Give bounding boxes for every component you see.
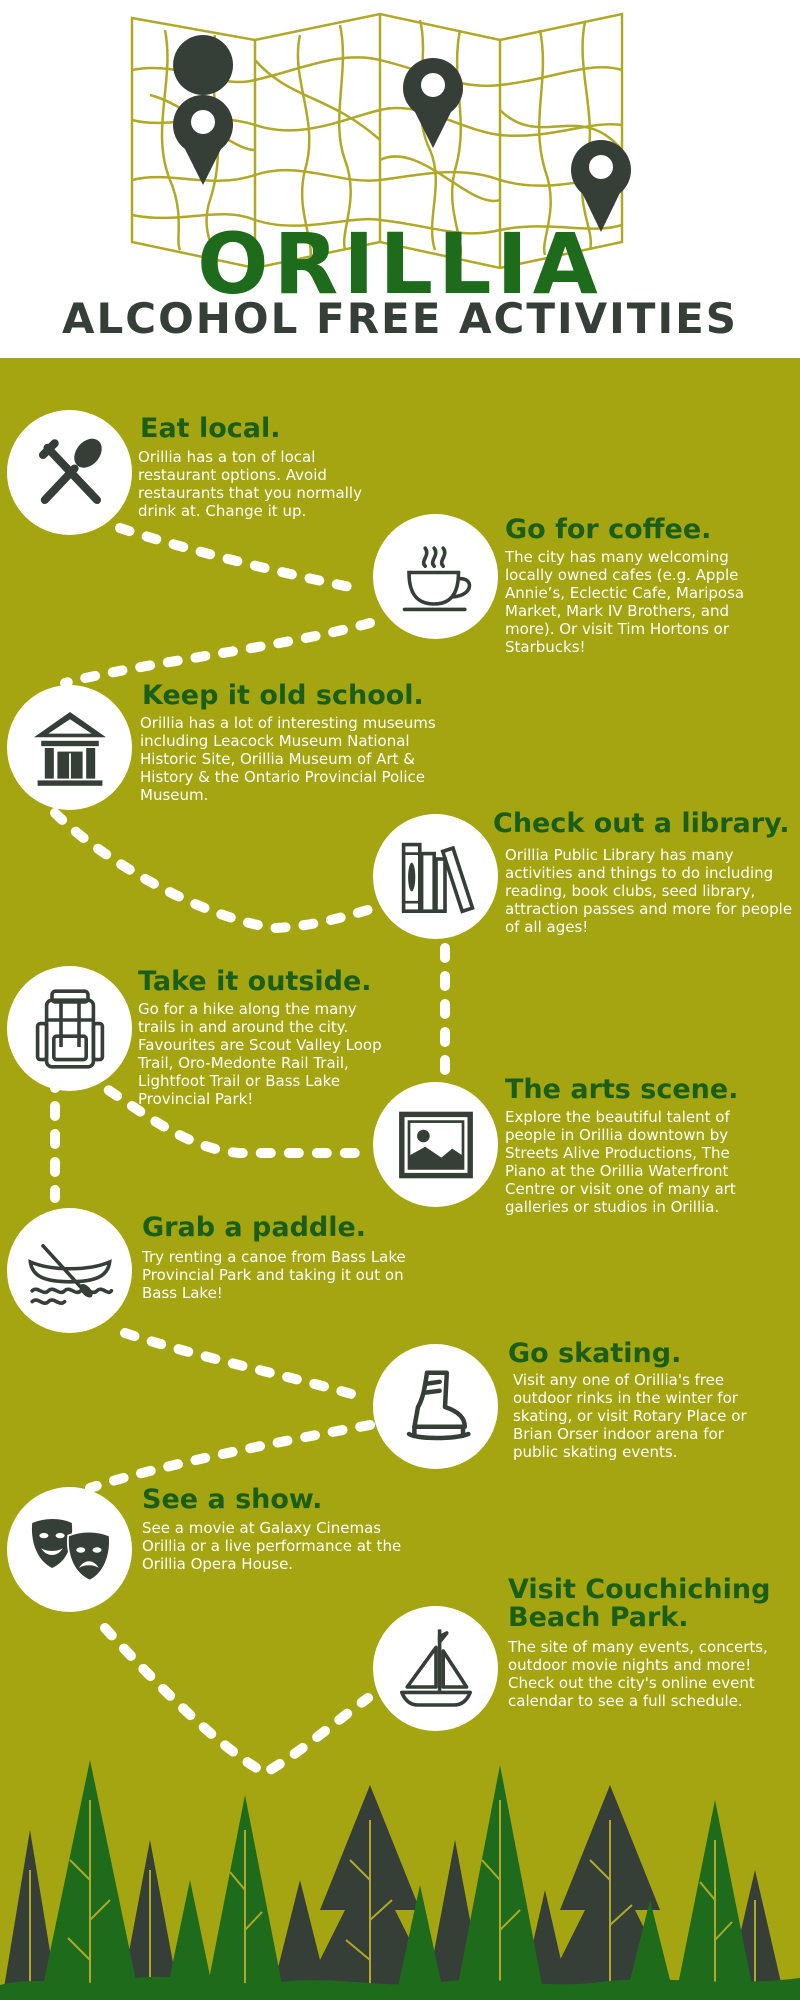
- activity-description: Go for a hike along the many trails in and around the city. Favourites are Scout Valley Loop Trail, Oro-Medonte Rail Trail, Lightfoot Trail or Bass Lake Provincial Park!: [138, 1000, 382, 1108]
- page-title: ORILLIA: [197, 215, 603, 313]
- museum-icon: [25, 703, 115, 793]
- activity-description: Orillia Public Library has many activities and things to do including reading, book clubs, seed library, attraction passes and more for people of all ages!: [505, 846, 793, 936]
- activity-description: Explore the beautiful talent of people in Orillia downtown by Streets Alive Productions, The Piano at the Orillia Waterfront Centre or visit one of many art galleries or studios in Orillia.: [505, 1108, 736, 1216]
- activity-icon-arts: [373, 1082, 498, 1207]
- activity-description: See a movie at Galaxy Cinemas Orillia or a live performance at the Orillia Opera House.: [142, 1519, 402, 1573]
- skate-icon: [391, 1362, 481, 1452]
- activity-title: Take it outside.: [138, 966, 372, 997]
- sailboat-icon: [391, 1624, 481, 1714]
- activity-description: The city has many welcoming locally owned cafes (e.g. Apple Annie’s, Eclectic Cafe, Mariposa Market, Mark IV Brothers, and more). Or visit Tim Hortons or Starbucks!: [505, 548, 745, 656]
- activity-icon-library: [373, 814, 498, 939]
- activity-title: Keep it old school.: [142, 680, 424, 711]
- activity-description: Visit any one of Orillia's free outdoor rinks in the winter for skating, or visit Rotary Place or Brian Orser indoor arena for public skating events.: [513, 1371, 747, 1461]
- page-subtitle: ALCOHOL FREE ACTIVITIES: [61, 294, 739, 343]
- activity-description: The site of many events, concerts, outdoor movie nights and more! Check out the city's online event calendar to see a full schedule.: [508, 1638, 768, 1710]
- activity-icon-show: [7, 1487, 132, 1612]
- books-icon: [391, 832, 481, 922]
- theater-masks-icon: [25, 1505, 115, 1595]
- activity-icon-paddle: [7, 1208, 132, 1333]
- activity-title: Visit Couchiching Beach Park.: [508, 1574, 771, 1634]
- activity-description: Orillia has a ton of local restaurant options. Avoid restaurants that you normally drink at. Change it up.: [138, 448, 362, 520]
- picture-icon: [391, 1100, 481, 1190]
- activity-description: Orillia has a lot of interesting museums including Leacock Museum National Historic Site, Orillia Museum of Art & History & the Ontario Provincial Police Museum.: [140, 714, 436, 804]
- activity-description: Try renting a canoe from Bass Lake Provincial Park and taking it out on Bass Lake!: [142, 1248, 406, 1302]
- activity-title: Check out a library.: [493, 808, 790, 839]
- activity-icon-coffee: [373, 514, 498, 639]
- forest-illustration: [0, 1760, 800, 2000]
- activity-icon-skating: [373, 1344, 498, 1469]
- activity-title: See a show.: [142, 1484, 323, 1515]
- canoe-icon: [25, 1226, 115, 1316]
- utensils-icon: [25, 428, 115, 518]
- activity-icon-beach: [373, 1606, 498, 1731]
- activity-title: Grab a paddle.: [142, 1212, 367, 1243]
- backpack-icon: [25, 984, 115, 1074]
- activity-icon-museum: [7, 685, 132, 810]
- activity-title: The arts scene.: [505, 1074, 739, 1105]
- header: [0, 0, 800, 358]
- activity-icon-outside: [7, 966, 132, 1091]
- activities-panel: [0, 358, 800, 2000]
- activity-icon-eat-local: [7, 410, 132, 535]
- coffee-cup-icon: [391, 532, 481, 622]
- activity-title: Go for coffee.: [505, 514, 712, 545]
- activity-title: Eat local.: [140, 413, 281, 444]
- activity-title: Go skating.: [508, 1338, 682, 1369]
